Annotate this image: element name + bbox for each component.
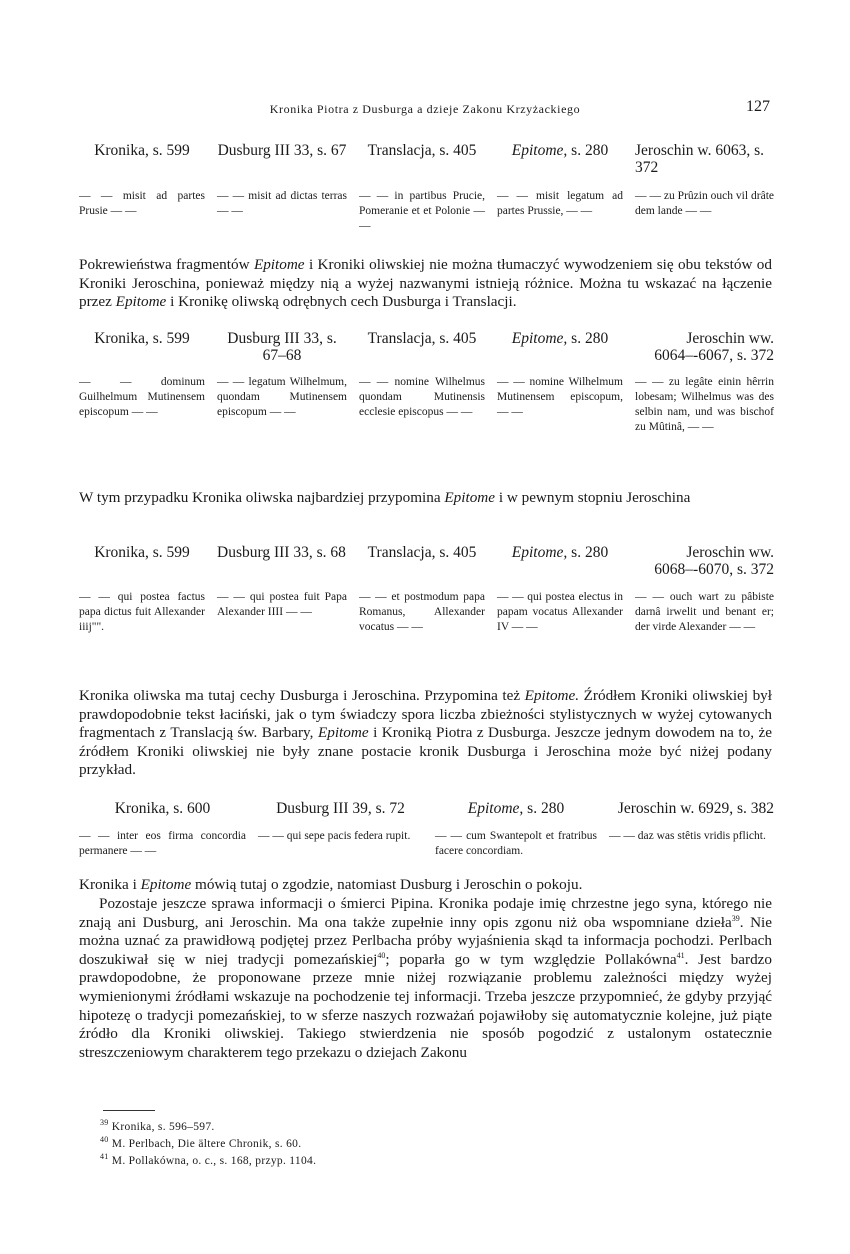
table-cell: — — misit ad dictas terras — — — [217, 190, 347, 217]
comparison-table-3 — [79, 544, 774, 635]
comparison-table-4 — [79, 800, 774, 859]
table-cell: — — zu legâte einin hêrrin lobesam; Wilhelmus was des selbin nam, und was bischof zu Mûtinâ, — — — [635, 376, 774, 433]
table-header: Kronika, s. 600 — [114, 800, 211, 817]
table-cell: — — cum Swantepolt et fratribus facere concordiam. — [435, 830, 597, 857]
body-paragraph: Pokrewieństwa fragmentów Epitome i Kroniki oliwskiej nie można tłumaczyć wywodzeniem się obu tekstów od Kroniki Jeroschina, ponieważ między nią a wyżej nazwanymi istnieją różnice. Można tu wskazać na łączenie przez Epitome i Kronikę oliwską odrębnych cech Dusburga i Translacji. — [79, 256, 772, 311]
table-cell: — — inter eos firma concordia permanere — — — [79, 830, 246, 857]
table-cell: — — nomine Wilhelmum Mutinensem episcopum, — — — [497, 376, 623, 418]
body-paragraph: Kronika i Epitome mówią tutaj o zgodzie, natomiast Dusburg i Jeroschin o pokoju. — [79, 876, 583, 893]
table-cell: — — in partibus Prucie, Pomeranie et et Polonie — — — [359, 190, 485, 232]
table-cell: — — qui postea fuit Papa Alexander IIII — — — [217, 591, 347, 618]
table-header: Kronika, s. 599 — [94, 330, 190, 347]
table-cell: — — ouch wart zu pâbiste darnâ irwelit und benant er; der virde Alexander — — — [635, 591, 774, 633]
table-cell: — — dominum Guilhelmum Mutinensem episcopum — — — [79, 376, 205, 418]
table-cell: — — et postmodum papa Romanus, Allexander vocatus — — — [359, 591, 485, 633]
table-cell: — — misit legatum ad partes Prussie, — — — [497, 190, 623, 217]
table-header: Dusburg III 33, s. 67–68 — [227, 330, 337, 364]
table-header: Dusburg III 33, s. 68 — [217, 544, 346, 561]
comparison-table-1 — [79, 142, 774, 234]
table-header: Translacja, s. 405 — [367, 330, 477, 347]
table-header: Dusburg III 39, s. 72 — [276, 800, 405, 817]
footnote: $^{39}$ Kronika, s. 596–597. — [100, 1118, 215, 1133]
footnote: $^{41}$ M. Pollakówna, o. c., s. 168, przyp. 1104. — [100, 1152, 317, 1167]
table-header: Epitome, s. 280 — [511, 142, 609, 159]
table-header: Translacja, s. 405 — [367, 544, 477, 561]
body-paragraph: W tym przypadku Kronika oliwska najbardziej przypomina Epitome i w pewnym stopniu Jeroschina — [79, 489, 691, 506]
table-cell: — — daz was stêtis vridis pflicht. — [609, 830, 766, 842]
table-header: Dusburg III 33, s. 67 — [217, 142, 347, 159]
table-header: Jeroschin w. 6929, s. 382 — [617, 800, 774, 817]
table-cell: — — qui sepe pacis federa rupit. — [258, 830, 411, 842]
body-paragraph: Kronika oliwska ma tutaj cechy Dusburga i Jeroschina. Przypomina też Epitome. Źródłem Kroniki oliwskiej był prawdopodobnie tekst łaciński, jak o tym świadczy spora liczba zbieżności stylistycznych w wyżej cytowanych fragmentach z Translacją św. Barbary, Epitome i Kroniką Piotra z Dusburga. Jeszcze jednym dowodem na to, że źródłem Kroniki oliwskiej nie były znane postacie kronik Dusburga i Jeroschina może być niżej podany przykład. — [79, 687, 772, 779]
table-cell: — — qui postea factus papa dictus fuit Allexander iiij"". — [79, 591, 205, 633]
running-title: Kronika Piotra z Dusburga a dzieje Zakonu Krzyżackiego — [269, 102, 581, 116]
table-cell: — — zu Prûzin ouch vil drâte dem lande — — — [635, 190, 774, 217]
comparison-table-2 — [79, 330, 774, 435]
table-cell: — — misit ad partes Prusie — — — [79, 190, 205, 217]
footnote-ref[interactable]: 40 — [377, 950, 386, 960]
footnote: $^{40}$ M. Perlbach, Die ältere Chronik, s. 60. — [100, 1135, 302, 1150]
footnote-ref[interactable]: 41 — [676, 950, 685, 960]
table-header: Jeroschin ww. 6064–-6067, s. 372 — [654, 330, 774, 364]
table-header: Epitome, s. 280 — [511, 330, 609, 347]
table-header: Epitome, s. 280 — [467, 800, 565, 817]
table-header: Jeroschin ww. 6068–-6070, s. 372 — [654, 544, 774, 578]
table-header: Epitome, s. 280 — [511, 544, 609, 561]
footnote-divider — [103, 1110, 155, 1111]
table-cell: — — legatum Wilhelmum, quondam Mutinensem episcopum — — — [217, 376, 347, 418]
footnote-ref[interactable]: 39 — [731, 913, 740, 923]
table-header: Kronika, s. 599 — [94, 544, 190, 561]
table-header: Jeroschin w. 6063, s. 372 — [635, 142, 765, 176]
table-header: Kronika, s. 599 — [94, 142, 190, 159]
table-header: Translacja, s. 405 — [367, 142, 477, 159]
table-cell: — — qui postea electus in papam vocatus Allexander IV — — — [497, 591, 623, 633]
body-paragraph: Pozostaje jeszcze sprawa informacji o śmierci Pipina. Kronika podaje imię chrzestne jego syna, którego nie znają ani Dusburg, ani Jeroschin. Ma ona także zupełnie inny opis zgonu niż oba wspomniane dzieła$^{39}$. Nie można uznać za prawidłową podjętej przez Perlbacha próby wyjaśnienia skąd ta informacja pochodzi. Perlbach doszukiwał się w niej tradycji pomezańskiej$^{40}$; poparła go w tym względzie Pollakówna$^{41}$. Jest bardzo prawdopodobne, że proponowane przeze mnie niżej rozwiązanie problemu zależności między wyżej wymienionymi źródłami wskazuje na pochodzenie tej informacji. Trzeba jeszcze przypomnieć, że gdyby przyjąć hipotezę o tradycji pomezańskiej, to w sferze naszych rozważań pojawiłoby się automatycznie kolejne, już piąte źródło dla Kroniki oliwskiej. Takiego stwierdzenia nie sposób pogodzić z ustalonym ostatecznie streszczeniowym charakterem tego przekazu o dziejach Zakonu — [79, 895, 772, 1061]
table-cell: — — nomine Wilhelmus quondam Mutinensis ecclesie episcopus — — — [359, 376, 485, 418]
page-number: 127 — [746, 98, 770, 115]
